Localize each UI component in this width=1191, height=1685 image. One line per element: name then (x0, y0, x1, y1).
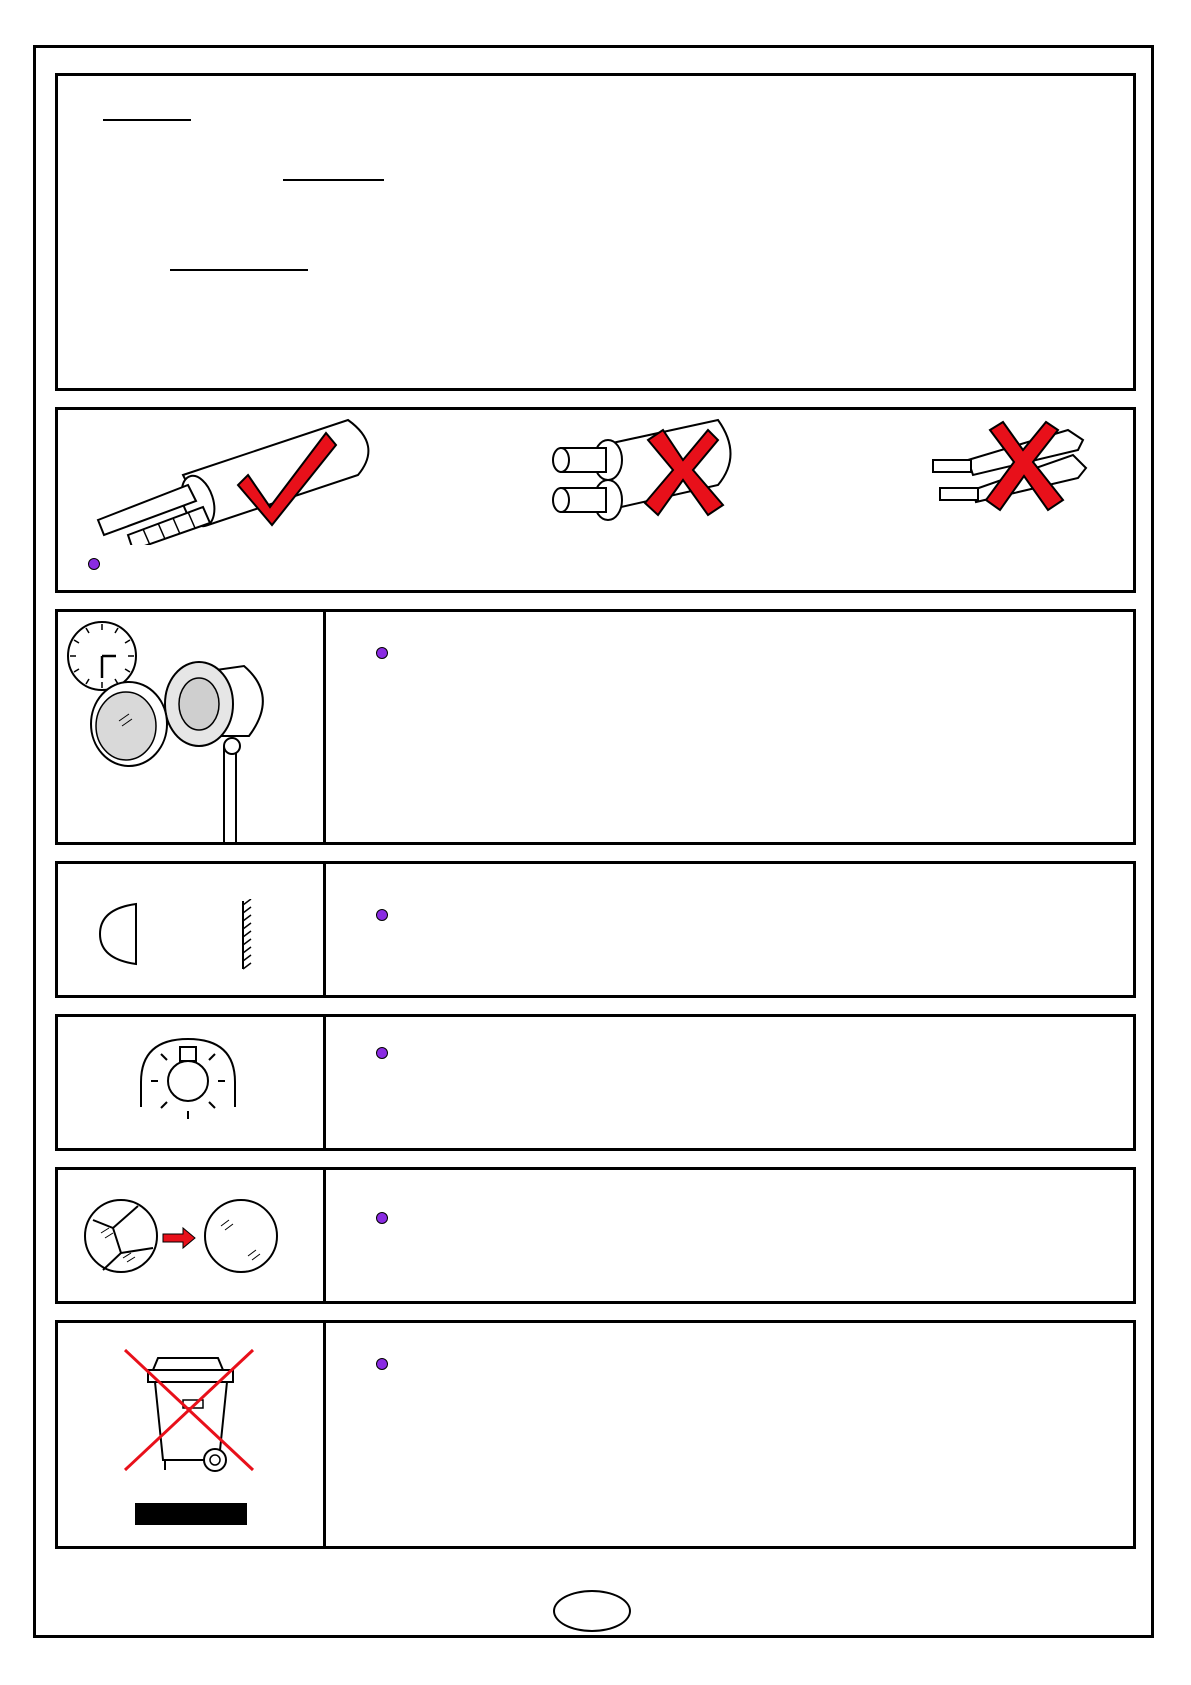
bullet-icon (376, 909, 388, 921)
lamp-distance-wall-icon (98, 899, 268, 974)
cooling-section (55, 609, 1136, 845)
bullet-icon (376, 1358, 388, 1370)
single-insulated-wires-cross-icon (928, 420, 1108, 520)
heading-underline-1 (103, 119, 191, 121)
glass-section (55, 1167, 1136, 1304)
distance-section (55, 861, 1136, 998)
double-insulated-cable-check-icon (88, 415, 408, 545)
bullet-icon (88, 558, 100, 570)
heading-underline-2 (283, 179, 384, 181)
disposal-section (55, 1320, 1136, 1549)
column-divider (323, 1170, 326, 1301)
replace-broken-glass-icon (83, 1198, 283, 1278)
cable-types-section (55, 407, 1136, 593)
page-number (553, 1590, 631, 1632)
column-divider (323, 1323, 326, 1546)
column-divider (323, 612, 326, 842)
column-divider (323, 864, 326, 995)
crossed-out-wheelie-bin-icon (123, 1348, 263, 1528)
flat-twin-cable-cross-icon (533, 415, 763, 535)
intro-section (55, 73, 1136, 391)
column-divider (323, 1017, 326, 1148)
bullet-icon (376, 647, 388, 659)
clock-lamp-cooling-icon (64, 616, 319, 842)
heading-underline-3 (170, 269, 308, 271)
bulb-section (55, 1014, 1136, 1151)
shielded-bulb-icon (133, 1037, 243, 1132)
bullet-icon (376, 1212, 388, 1224)
bullet-icon (376, 1047, 388, 1059)
